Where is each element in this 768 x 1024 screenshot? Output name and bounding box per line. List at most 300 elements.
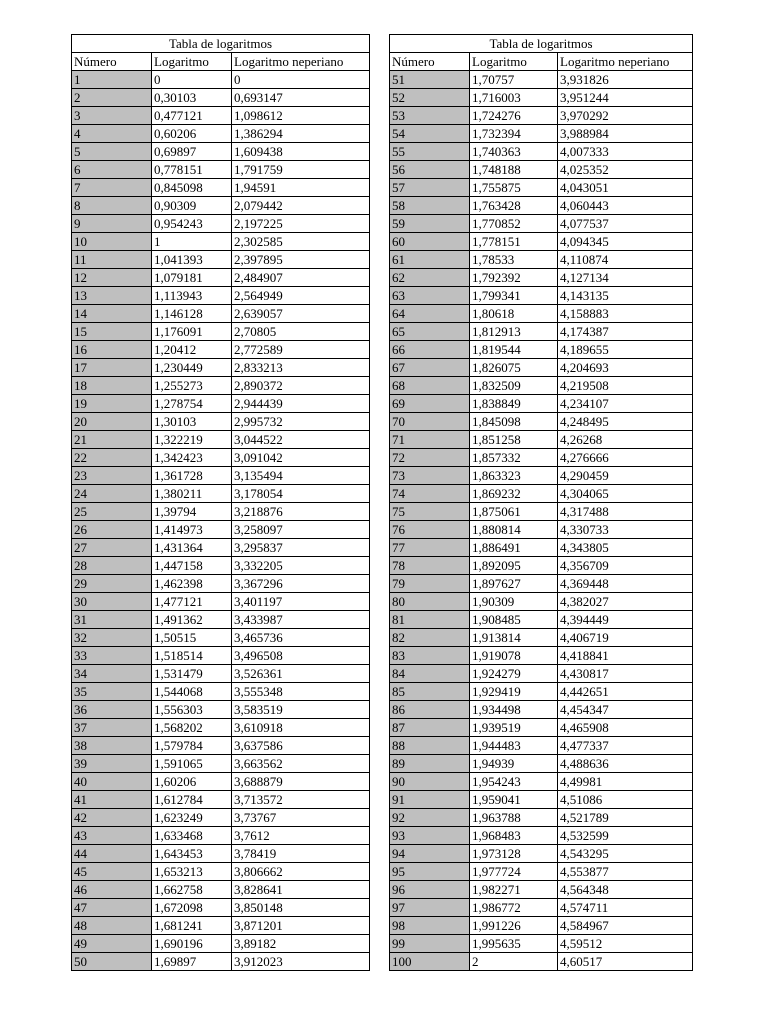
natural-log-cell: 4,51086 xyxy=(558,791,693,809)
table-row xyxy=(390,575,693,593)
natural-log-cell: 4,553877 xyxy=(558,863,693,881)
logarithm-cell: 1,986772 xyxy=(470,899,558,917)
log-table-1-50 xyxy=(71,34,370,971)
logarithm-cell: 1,748188 xyxy=(470,161,558,179)
logarithm-cell: 1,50515 xyxy=(152,629,232,647)
table-title-row xyxy=(390,35,693,53)
logarithm-cell: 1,892095 xyxy=(470,557,558,575)
natural-log-cell: 3,988984 xyxy=(558,125,693,143)
table-row xyxy=(72,755,370,773)
number-cell: 37 xyxy=(72,719,152,737)
table-row xyxy=(72,575,370,593)
natural-log-cell: 2,302585 xyxy=(232,233,370,251)
logarithm-cell: 1,944483 xyxy=(470,737,558,755)
natural-log-cell: 4,204693 xyxy=(558,359,693,377)
natural-log-cell: 3,828641 xyxy=(232,881,370,899)
table-row xyxy=(72,773,370,791)
natural-log-cell: 4,174387 xyxy=(558,323,693,341)
table-row xyxy=(72,647,370,665)
table-row xyxy=(390,377,693,395)
table-row xyxy=(390,827,693,845)
logarithm-cell: 1,39794 xyxy=(152,503,232,521)
table-row xyxy=(72,899,370,917)
logarithm-cell: 1,755875 xyxy=(470,179,558,197)
table-row xyxy=(72,71,370,89)
natural-log-cell: 4,418841 xyxy=(558,647,693,665)
table-row xyxy=(390,917,693,935)
logarithm-cell: 1,531479 xyxy=(152,665,232,683)
logarithm-cell: 1,518514 xyxy=(152,647,232,665)
natural-log-cell: 3,850148 xyxy=(232,899,370,917)
table-row xyxy=(390,935,693,953)
table-row xyxy=(72,341,370,359)
natural-log-cell: 4,007333 xyxy=(558,143,693,161)
natural-log-cell: 3,555348 xyxy=(232,683,370,701)
number-cell: 76 xyxy=(390,521,470,539)
logarithm-cell: 1,255273 xyxy=(152,377,232,395)
number-cell: 39 xyxy=(72,755,152,773)
number-cell: 11 xyxy=(72,251,152,269)
logarithm-cell: 1,146128 xyxy=(152,305,232,323)
number-cell: 20 xyxy=(72,413,152,431)
table-row xyxy=(72,665,370,683)
natural-log-cell: 4,430817 xyxy=(558,665,693,683)
number-cell: 69 xyxy=(390,395,470,413)
number-cell: 58 xyxy=(390,197,470,215)
logarithm-cell: 1,939519 xyxy=(470,719,558,737)
table-row xyxy=(390,71,693,89)
number-cell: 7 xyxy=(72,179,152,197)
table-row xyxy=(72,467,370,485)
number-cell: 5 xyxy=(72,143,152,161)
logarithm-cell: 0,90309 xyxy=(152,197,232,215)
table-row xyxy=(390,665,693,683)
natural-log-cell: 3,178054 xyxy=(232,485,370,503)
number-cell: 59 xyxy=(390,215,470,233)
number-cell: 95 xyxy=(390,863,470,881)
table-row xyxy=(390,449,693,467)
logarithm-cell: 1,491362 xyxy=(152,611,232,629)
natural-log-cell: 4,521789 xyxy=(558,809,693,827)
natural-log-cell: 4,574711 xyxy=(558,899,693,917)
logarithm-cell: 1,908485 xyxy=(470,611,558,629)
number-cell: 91 xyxy=(390,791,470,809)
number-cell: 44 xyxy=(72,845,152,863)
number-cell: 62 xyxy=(390,269,470,287)
natural-log-cell: 3,583519 xyxy=(232,701,370,719)
natural-log-cell: 3,465736 xyxy=(232,629,370,647)
table-row xyxy=(72,269,370,287)
table-row xyxy=(72,953,370,971)
table-row xyxy=(72,863,370,881)
logarithm-cell: 1,90309 xyxy=(470,593,558,611)
table-row xyxy=(72,107,370,125)
number-cell: 60 xyxy=(390,233,470,251)
natural-log-cell: 4,143135 xyxy=(558,287,693,305)
table-row xyxy=(72,503,370,521)
table-row xyxy=(390,755,693,773)
number-cell: 41 xyxy=(72,791,152,809)
table-row xyxy=(72,215,370,233)
table-row xyxy=(72,377,370,395)
logarithm-cell: 1,278754 xyxy=(152,395,232,413)
table-row xyxy=(390,593,693,611)
natural-log-cell: 4,59512 xyxy=(558,935,693,953)
number-cell: 93 xyxy=(390,827,470,845)
logarithm-cell: 1,70757 xyxy=(470,71,558,89)
logarithm-cell: 1,69897 xyxy=(152,953,232,971)
table-row xyxy=(72,125,370,143)
logarithm-cell: 1,991226 xyxy=(470,917,558,935)
natural-log-cell: 4,26268 xyxy=(558,431,693,449)
natural-log-cell: 4,543295 xyxy=(558,845,693,863)
table-row xyxy=(390,557,693,575)
header-logaritmo-neperiano: Logaritmo neperiano xyxy=(558,53,693,71)
number-cell: 19 xyxy=(72,395,152,413)
natural-log-cell: 4,276666 xyxy=(558,449,693,467)
table-row xyxy=(72,827,370,845)
table-row xyxy=(72,413,370,431)
logarithm-cell: 1,113943 xyxy=(152,287,232,305)
natural-log-cell: 3,713572 xyxy=(232,791,370,809)
natural-log-cell: 3,871201 xyxy=(232,917,370,935)
number-cell: 25 xyxy=(72,503,152,521)
natural-log-cell: 4,219508 xyxy=(558,377,693,395)
logarithm-cell: 1,880814 xyxy=(470,521,558,539)
table-row xyxy=(390,413,693,431)
natural-log-cell: 2,484907 xyxy=(232,269,370,287)
number-cell: 24 xyxy=(72,485,152,503)
table-row xyxy=(390,215,693,233)
logarithm-cell: 1,869232 xyxy=(470,485,558,503)
natural-log-cell: 4,532599 xyxy=(558,827,693,845)
number-cell: 35 xyxy=(72,683,152,701)
table-row xyxy=(390,197,693,215)
logarithm-cell: 1,963788 xyxy=(470,809,558,827)
number-cell: 68 xyxy=(390,377,470,395)
natural-log-cell: 4,025352 xyxy=(558,161,693,179)
table-title-row xyxy=(72,35,370,53)
logarithm-cell: 1,342423 xyxy=(152,449,232,467)
number-cell: 34 xyxy=(72,665,152,683)
number-cell: 82 xyxy=(390,629,470,647)
number-cell: 98 xyxy=(390,917,470,935)
natural-log-cell: 4,60517 xyxy=(558,953,693,971)
table-row xyxy=(390,521,693,539)
number-cell: 10 xyxy=(72,233,152,251)
natural-log-cell: 3,258097 xyxy=(232,521,370,539)
table-row xyxy=(72,737,370,755)
header-logaritmo-neperiano: Logaritmo neperiano xyxy=(232,53,370,71)
logarithm-cell: 1,732394 xyxy=(470,125,558,143)
natural-log-cell: 2,564949 xyxy=(232,287,370,305)
table-header-row xyxy=(72,53,370,71)
logarithm-cell: 1,447158 xyxy=(152,557,232,575)
number-cell: 8 xyxy=(72,197,152,215)
natural-log-cell: 4,477337 xyxy=(558,737,693,755)
logarithm-cell: 1,819544 xyxy=(470,341,558,359)
number-cell: 1 xyxy=(72,71,152,89)
natural-log-cell: 4,584967 xyxy=(558,917,693,935)
number-cell: 84 xyxy=(390,665,470,683)
logarithm-cell: 1,954243 xyxy=(470,773,558,791)
natural-log-cell: 4,127134 xyxy=(558,269,693,287)
number-cell: 70 xyxy=(390,413,470,431)
logarithm-cell: 1,763428 xyxy=(470,197,558,215)
number-cell: 51 xyxy=(390,71,470,89)
natural-log-cell: 3,806662 xyxy=(232,863,370,881)
logarithm-cell: 0,778151 xyxy=(152,161,232,179)
table-row xyxy=(390,881,693,899)
logarithm-cell: 1,716003 xyxy=(470,89,558,107)
natural-log-cell: 4,406719 xyxy=(558,629,693,647)
number-cell: 4 xyxy=(72,125,152,143)
logarithm-cell: 1,176091 xyxy=(152,323,232,341)
logarithm-cell: 1,863323 xyxy=(470,467,558,485)
logarithm-cell: 1,982271 xyxy=(470,881,558,899)
natural-log-cell: 2,890372 xyxy=(232,377,370,395)
table-row xyxy=(390,701,693,719)
natural-log-cell: 3,091042 xyxy=(232,449,370,467)
number-cell: 18 xyxy=(72,377,152,395)
natural-log-cell: 2,833213 xyxy=(232,359,370,377)
logarithm-cell: 1,653213 xyxy=(152,863,232,881)
table-row xyxy=(390,467,693,485)
table-row xyxy=(390,143,693,161)
natural-log-cell: 3,332205 xyxy=(232,557,370,575)
number-cell: 47 xyxy=(72,899,152,917)
number-cell: 15 xyxy=(72,323,152,341)
table-row xyxy=(72,449,370,467)
number-cell: 92 xyxy=(390,809,470,827)
table-row xyxy=(390,719,693,737)
table-row xyxy=(390,629,693,647)
number-cell: 78 xyxy=(390,557,470,575)
logarithm-cell: 1,845098 xyxy=(470,413,558,431)
natural-log-cell: 4,060443 xyxy=(558,197,693,215)
natural-log-cell: 2,944439 xyxy=(232,395,370,413)
table-row xyxy=(390,737,693,755)
number-cell: 97 xyxy=(390,899,470,917)
table-row xyxy=(72,323,370,341)
number-cell: 3 xyxy=(72,107,152,125)
logarithm-cell: 1,919078 xyxy=(470,647,558,665)
logarithm-cell: 1,959041 xyxy=(470,791,558,809)
logarithm-cell: 1,623249 xyxy=(152,809,232,827)
table-row xyxy=(390,341,693,359)
table-row xyxy=(390,791,693,809)
logarithm-cell: 1,812913 xyxy=(470,323,558,341)
table-row xyxy=(390,899,693,917)
number-cell: 87 xyxy=(390,719,470,737)
logarithm-cell: 1,633468 xyxy=(152,827,232,845)
number-cell: 48 xyxy=(72,917,152,935)
table-row xyxy=(72,935,370,953)
logarithm-cell: 1,913814 xyxy=(470,629,558,647)
table-row xyxy=(390,287,693,305)
number-cell: 67 xyxy=(390,359,470,377)
logarithm-cell: 1,041393 xyxy=(152,251,232,269)
natural-log-cell: 3,401197 xyxy=(232,593,370,611)
number-cell: 16 xyxy=(72,341,152,359)
logarithm-cell: 1,792392 xyxy=(470,269,558,287)
natural-log-cell: 2,70805 xyxy=(232,323,370,341)
table-row xyxy=(72,539,370,557)
natural-log-cell: 4,356709 xyxy=(558,557,693,575)
table-row xyxy=(390,503,693,521)
logarithm-cell: 1,556303 xyxy=(152,701,232,719)
number-cell: 77 xyxy=(390,539,470,557)
natural-log-cell: 3,295837 xyxy=(232,539,370,557)
logarithm-cell: 1,770852 xyxy=(470,215,558,233)
number-cell: 72 xyxy=(390,449,470,467)
natural-log-cell: 3,73767 xyxy=(232,809,370,827)
natural-log-cell: 3,89182 xyxy=(232,935,370,953)
table-row xyxy=(72,557,370,575)
table-row xyxy=(390,773,693,791)
table-row xyxy=(390,485,693,503)
natural-log-cell: 4,442651 xyxy=(558,683,693,701)
natural-log-cell: 2,397895 xyxy=(232,251,370,269)
table-row xyxy=(390,647,693,665)
logarithm-cell: 0,845098 xyxy=(152,179,232,197)
table-row xyxy=(72,395,370,413)
natural-log-cell: 4,454347 xyxy=(558,701,693,719)
table-row xyxy=(72,251,370,269)
logarithm-cell: 1,30103 xyxy=(152,413,232,431)
table-row xyxy=(72,845,370,863)
table-row xyxy=(390,683,693,701)
number-cell: 52 xyxy=(390,89,470,107)
number-cell: 74 xyxy=(390,485,470,503)
logarithm-cell: 1,78533 xyxy=(470,251,558,269)
natural-log-cell: 3,218876 xyxy=(232,503,370,521)
logarithm-cell: 1,681241 xyxy=(152,917,232,935)
natural-log-cell: 1,94591 xyxy=(232,179,370,197)
table-row xyxy=(72,485,370,503)
natural-log-cell: 1,098612 xyxy=(232,107,370,125)
logarithm-cell: 1,778151 xyxy=(470,233,558,251)
table-row xyxy=(390,395,693,413)
table-row xyxy=(72,593,370,611)
natural-log-cell: 1,386294 xyxy=(232,125,370,143)
number-cell: 99 xyxy=(390,935,470,953)
number-cell: 96 xyxy=(390,881,470,899)
logarithm-cell: 0 xyxy=(152,71,232,89)
logarithm-cell: 1,897627 xyxy=(470,575,558,593)
number-cell: 6 xyxy=(72,161,152,179)
number-cell: 55 xyxy=(390,143,470,161)
number-cell: 86 xyxy=(390,701,470,719)
header-numero: Número xyxy=(390,53,470,71)
logarithm-cell: 1,462398 xyxy=(152,575,232,593)
table-row xyxy=(72,161,370,179)
number-cell: 63 xyxy=(390,287,470,305)
table-row xyxy=(390,89,693,107)
natural-log-cell: 4,394449 xyxy=(558,611,693,629)
logarithm-cell: 1,826075 xyxy=(470,359,558,377)
logarithm-cell: 1,414973 xyxy=(152,521,232,539)
number-cell: 53 xyxy=(390,107,470,125)
number-cell: 61 xyxy=(390,251,470,269)
table-row xyxy=(390,809,693,827)
logarithm-cell: 1,690196 xyxy=(152,935,232,953)
table-row xyxy=(390,953,693,971)
logarithm-cell: 1,724276 xyxy=(470,107,558,125)
natural-log-cell: 3,135494 xyxy=(232,467,370,485)
natural-log-cell: 3,433987 xyxy=(232,611,370,629)
logarithm-cell: 1,544068 xyxy=(152,683,232,701)
natural-log-cell: 2,639057 xyxy=(232,305,370,323)
natural-log-cell: 4,290459 xyxy=(558,467,693,485)
number-cell: 89 xyxy=(390,755,470,773)
natural-log-cell: 4,304065 xyxy=(558,485,693,503)
natural-log-cell: 3,931826 xyxy=(558,71,693,89)
number-cell: 43 xyxy=(72,827,152,845)
natural-log-cell: 3,7612 xyxy=(232,827,370,845)
table-row xyxy=(390,359,693,377)
logarithm-cell: 1,361728 xyxy=(152,467,232,485)
natural-log-cell: 1,791759 xyxy=(232,161,370,179)
natural-log-cell: 3,367296 xyxy=(232,575,370,593)
logarithm-cell: 1,80618 xyxy=(470,305,558,323)
table-row xyxy=(390,161,693,179)
logarithm-cell: 0,954243 xyxy=(152,215,232,233)
logarithm-cell: 1,322219 xyxy=(152,431,232,449)
table-row xyxy=(390,539,693,557)
number-cell: 33 xyxy=(72,647,152,665)
natural-log-cell: 4,094345 xyxy=(558,233,693,251)
natural-log-cell: 4,317488 xyxy=(558,503,693,521)
number-cell: 81 xyxy=(390,611,470,629)
table-row xyxy=(390,269,693,287)
number-cell: 57 xyxy=(390,179,470,197)
number-cell: 21 xyxy=(72,431,152,449)
logarithm-cell: 1,568202 xyxy=(152,719,232,737)
number-cell: 36 xyxy=(72,701,152,719)
table-row xyxy=(72,89,370,107)
number-cell: 83 xyxy=(390,647,470,665)
table-body xyxy=(390,71,693,971)
table-row xyxy=(72,197,370,215)
logarithm-cell: 1,94939 xyxy=(470,755,558,773)
natural-log-cell: 4,234107 xyxy=(558,395,693,413)
natural-log-cell: 4,49981 xyxy=(558,773,693,791)
table-row xyxy=(390,107,693,125)
natural-log-cell: 3,951244 xyxy=(558,89,693,107)
natural-log-cell: 3,610918 xyxy=(232,719,370,737)
natural-log-cell: 4,343805 xyxy=(558,539,693,557)
logarithm-cell: 1 xyxy=(152,233,232,251)
number-cell: 12 xyxy=(72,269,152,287)
logarithm-cell: 1,579784 xyxy=(152,737,232,755)
logarithm-cell: 0,477121 xyxy=(152,107,232,125)
natural-log-cell: 0 xyxy=(232,71,370,89)
table-row xyxy=(72,143,370,161)
table-row xyxy=(72,629,370,647)
number-cell: 50 xyxy=(72,953,152,971)
logarithm-cell: 1,799341 xyxy=(470,287,558,305)
natural-log-cell: 3,970292 xyxy=(558,107,693,125)
natural-log-cell: 3,044522 xyxy=(232,431,370,449)
number-cell: 88 xyxy=(390,737,470,755)
natural-log-cell: 0,693147 xyxy=(232,89,370,107)
table-row xyxy=(72,917,370,935)
logarithm-cell: 1,977724 xyxy=(470,863,558,881)
natural-log-cell: 4,043051 xyxy=(558,179,693,197)
logarithm-cell: 1,968483 xyxy=(470,827,558,845)
natural-log-cell: 4,382027 xyxy=(558,593,693,611)
